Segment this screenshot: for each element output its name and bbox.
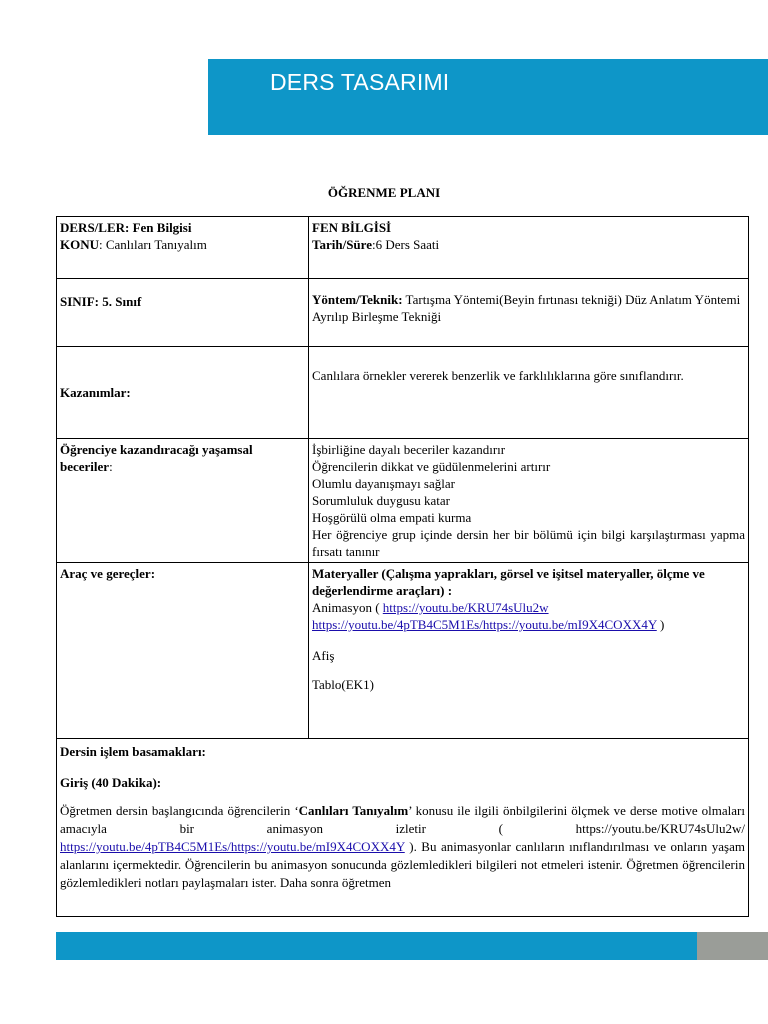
paragraph-text: Öğretmen dersin başlangıcında öğrencilerin ‘	[60, 803, 299, 818]
table-cell	[309, 439, 749, 563]
arac-gerec-label: Araç ve gereçler:	[60, 566, 156, 581]
paragraph-text: ’ konusu ile ilgili önbilgilerini ölçmek ve derse motive olmaları amacıyla bir animasyon izletir ( https://youtu.be/KRU74sUlu2w/	[60, 803, 745, 836]
subject-title: FEN BİLGİSİ	[312, 220, 392, 235]
giris-title: Giriş (40 Dakika):	[60, 775, 162, 790]
table-cell	[309, 563, 749, 739]
table-cell	[57, 347, 309, 439]
header-banner	[208, 59, 768, 135]
table-row	[57, 439, 749, 563]
table-cell	[309, 217, 749, 279]
tablo-item: Tablo(EK1)	[312, 677, 374, 692]
table-cell	[309, 279, 749, 347]
konu-line	[60, 236, 305, 253]
footer-bar	[56, 932, 697, 960]
paragraph-bold: Canlıları Tanıyalım	[298, 803, 409, 818]
table-row	[57, 279, 749, 347]
table-row	[57, 217, 749, 279]
table-row	[57, 563, 749, 739]
beceriler-suffix: :	[109, 459, 113, 474]
table-cell	[57, 217, 309, 279]
kazanimlar-label: Kazanımlar:	[60, 385, 131, 400]
table-cell	[57, 563, 309, 739]
steps-title: Dersin işlem basamakları:	[60, 744, 206, 759]
list-item: Olumlu dayanışmayı sağlar	[312, 476, 455, 491]
materials-title: Materyaller (Çalışma yaprakları, görsel ve işitsel materyaller, ölçme ve değerlendirme araçları) :	[312, 566, 705, 598]
tarih-value: :6 Ders Saati	[371, 237, 440, 252]
list-item: Öğrencilerin dikkat ve güdülenmelerini artırır	[312, 459, 551, 474]
konu-label: KONU	[60, 237, 99, 252]
table-cell	[309, 347, 749, 439]
table-cell	[57, 439, 309, 563]
sinif-label: SINIF: 5. Sınıf	[60, 294, 142, 309]
tarih-label: Tarih/Süre	[312, 237, 372, 252]
video-link-1[interactable]: https://youtu.be/KRU74sUlu2w	[382, 600, 549, 615]
afis-item: Afiş	[312, 648, 335, 663]
giris-paragraph	[60, 802, 745, 892]
animasyon-line-2	[312, 616, 745, 633]
list-item: Sorumluluk duygusu katar	[312, 493, 450, 508]
beceriler-label: Öğrenciye kazandıracağı yaşamsal beceriler	[60, 442, 253, 474]
konu-value: : Canlıları Tanıyalım	[99, 237, 207, 252]
list-item: Hoşgörülü olma empati kurma	[312, 510, 472, 525]
table-row	[57, 739, 749, 917]
link-suffix: )	[656, 617, 665, 632]
kazanimlar-value: Canlılara örnekler vererek benzerlik ve farklılıklarına göre sınıflandırır.	[312, 368, 684, 383]
video-link-3[interactable]: https://youtu.be/4pTB4C5M1Es/https://youtu.be/mI9X4COXX4Y	[60, 839, 405, 854]
list-item: Her öğrenciye grup içinde dersin her bir bölümü için bilgi karşılaştırması yapma fırsatı tanınır	[312, 527, 745, 559]
document-title: DERS TASARIMI	[270, 69, 450, 95]
table-cell	[57, 279, 309, 347]
table-cell	[57, 739, 749, 917]
footer-page-box	[697, 932, 768, 960]
animasyon-prefix: Animasyon (	[312, 600, 383, 615]
animasyon-line	[312, 599, 745, 616]
ders-label: DERS/LER: Fen Bilgisi	[60, 220, 192, 235]
video-link-2[interactable]: https://youtu.be/4pTB4C5M1Es/https://youtu.be/mI9X4COXX4Y	[312, 617, 657, 632]
table-row	[57, 347, 749, 439]
lesson-plan-table	[56, 216, 749, 917]
paragraph-text: ). Bu animasyonlar canlıların ınıflandırılması ve onların yaşam alanlarını içermektedir. Öğrencilerin bu animasyon sonucunda gözlemledikleri bilgileri not etmeleri istenir. Öğretmen öğrencilerin gözlemledikleri notları paylaşmaları ister. Daha sonra öğretmen	[60, 839, 745, 890]
list-item: İşbirliğine dayalı beceriler kazandırır	[312, 442, 506, 457]
tarih-line	[312, 236, 745, 253]
plan-title: ÖĞRENME PLANI	[327, 185, 441, 200]
yontem-label: Yöntem/Teknik:	[312, 292, 403, 307]
yontem-value: Tartışma Yöntemi(Beyin fırtınası tekniği) Düz Anlatım Yöntemi Ayrılıp Birleşme Tekniği	[312, 292, 741, 324]
